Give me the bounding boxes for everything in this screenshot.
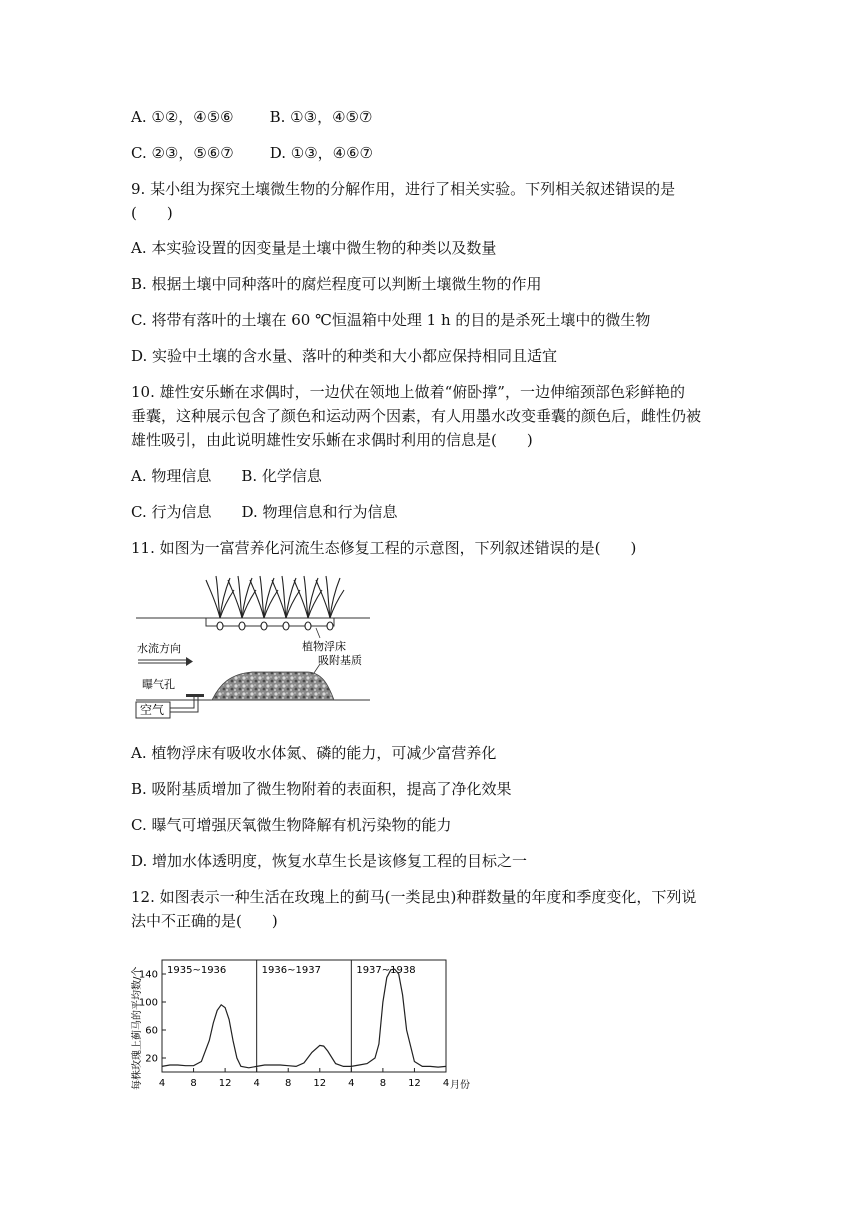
x-tick-label: 8 (379, 1078, 387, 1089)
q10-option-b: B. 化学信息 (241, 467, 322, 485)
year-panel-label: 1935~1936 (167, 965, 227, 976)
chart-x-axis-label: 月份 (450, 1080, 470, 1091)
plant-float-bed (206, 618, 334, 626)
q9-option-b: B. 根据土壤中同种落叶的腐烂程度可以判断土壤微生物的作用 (131, 275, 542, 293)
aeration-hole-label: 曝气孔 (142, 678, 175, 691)
q11-option-c: C. 曝气可增强厌氧微生物降解有机污染物的能力 (131, 816, 452, 834)
x-tick-label: 12 (218, 1078, 232, 1089)
q8-option-b: B. ①③，④⑤⑦ (269, 108, 373, 126)
q11-option-d: D. 增加水体透明度，恢复水草生长是该修复工程的目标之一 (131, 852, 528, 870)
y-tick-label: 60 (145, 1025, 158, 1037)
x-tick-label: 4 (348, 1078, 355, 1089)
x-tick-label: 12 (408, 1078, 421, 1089)
q10-options-row2 (131, 502, 398, 522)
q9-option-d: D. 实验中土壤的含水量、落叶的种类和大小都应保持相同且适宜 (131, 347, 558, 365)
x-tick-label: 12 (313, 1078, 327, 1089)
y-tick-label: 140 (138, 969, 158, 981)
chart-y-axis-label: 每株玫瑰上蓟马的平均数/个 (132, 966, 143, 1090)
thrips-series-line (162, 969, 446, 1068)
q11-option-a: A. 植物浮床有吸收水体氮、磷的能力，可减少富营养化 (131, 744, 497, 762)
q10-option-c: C. 行为信息 (131, 503, 212, 521)
q10-option-a: A. 物理信息 (131, 467, 212, 485)
year-panel-label: 1937~1938 (356, 965, 416, 976)
q10-option-d: D. 物理信息和行为信息 (241, 503, 398, 521)
q8-options-row2 (131, 143, 373, 163)
q9-answer-paren: ( ) (131, 204, 173, 222)
q8-options-row1 (131, 107, 372, 127)
q10-options-row1 (131, 466, 322, 486)
q9-option-a: A. 本实验设置的因变量是土壤中微生物的种类以及数量 (131, 239, 497, 257)
q8-option-a: A. ①②，④⑤⑥ (131, 108, 234, 126)
x-tick-label: 8 (285, 1078, 292, 1089)
q8-option-c: C. ②③，⑤⑥⑦ (131, 144, 234, 162)
river-restoration-diagram (130, 572, 380, 724)
x-tick-label: 4 (253, 1078, 260, 1089)
q11-stem: 11. 如图为一富营养化河流生态修复工程的示意图，下列叙述错误的是( ) (131, 539, 637, 557)
aeration-hole-icon (186, 694, 204, 697)
q9-option-c: C. 将带有落叶的土壤在 60 ℃恒温箱中处理 1 h 的目的是杀死土壤中的微生物 (131, 311, 651, 329)
y-tick-label: 100 (138, 997, 158, 1009)
year-panel-label: 1936~1937 (261, 965, 321, 976)
x-tick-label: 4 (442, 1078, 450, 1089)
substrate-label: 吸附基质 (318, 654, 362, 667)
q12-stem-line2: 法中不正确的是( ) (131, 912, 278, 930)
thrips-population-chart (124, 950, 484, 1098)
q9-stem: 9. 某小组为探究土壤微生物的分解作用，进行了相关实验。下列相关叙述错误的是 (131, 180, 676, 198)
chart-plot-frame (162, 960, 446, 1072)
q10-stem-line3: 雄性吸引，由此说明雄性安乐蜥在求偶时利用的信息是( ) (131, 431, 533, 449)
x-tick-label: 4 (158, 1078, 166, 1089)
flow-direction-label: 水流方向 (137, 642, 181, 655)
q10-stem-line1: 10. 雄性安乐蜥在求偶时，一边伏在领地上做着“俯卧撑”，一边伸缩颈部色彩鲜艳的 (131, 383, 685, 401)
q11-option-b: B. 吸附基质增加了微生物附着的表面积，提高了净化效果 (131, 780, 512, 798)
q10-stem-line2: 垂囊，这种展示包含了颜色和运动两个因素，有人用墨水改变垂囊的颜色后，雌性仍被 (131, 407, 702, 425)
q8-option-d: D. ①③，④⑥⑦ (269, 144, 373, 162)
air-label: 空气 (140, 703, 165, 717)
adsorption-substrate-mound (212, 672, 334, 700)
flow-arrow-icon (138, 657, 193, 666)
air-pipe (170, 697, 194, 708)
float-bed-label: 植物浮床 (302, 640, 346, 653)
q12-stem-line1: 12. 如图表示一种生活在玫瑰上的蓟马(一类昆虫)种群数量的年度和季度变化，下列说 (131, 888, 697, 906)
x-tick-label: 8 (190, 1078, 197, 1089)
y-tick-label: 20 (145, 1053, 158, 1065)
